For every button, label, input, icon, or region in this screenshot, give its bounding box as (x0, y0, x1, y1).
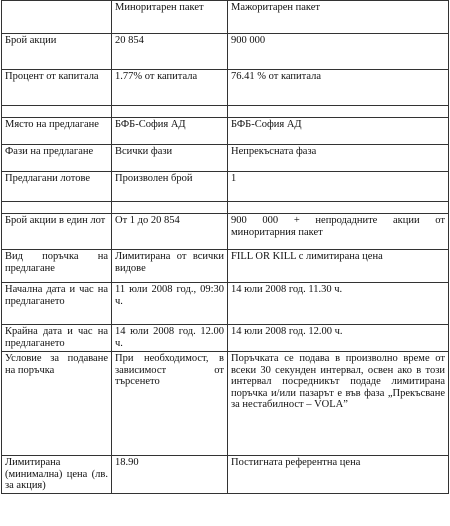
table-header-row (2, 1, 449, 34)
majority-value: 900 000 (228, 34, 449, 70)
majority-value: 14 юли 2008 год. 11.30 ч. (228, 283, 449, 325)
table-row (2, 456, 449, 494)
spacer-row (2, 106, 449, 118)
row-label: Процент от капитала (2, 70, 112, 106)
table-row (2, 34, 449, 70)
minority-value: Произволен брой (112, 172, 228, 202)
minority-value: 20 854 (112, 34, 228, 70)
minority-value: 18.90 (112, 456, 228, 494)
spacer-cell (228, 106, 449, 118)
row-label: Предлагани лотове (2, 172, 112, 202)
spacer-row (2, 202, 449, 214)
offering-table (1, 0, 449, 494)
majority-value: FILL OR KILL с лимитирана цена (228, 250, 449, 283)
spacer-cell (112, 202, 228, 214)
row-label: Фази на предлагане (2, 145, 112, 172)
minority-value: При необходимост, в зависимост от търсенето (112, 352, 228, 456)
table-row (2, 250, 449, 283)
table-row (2, 214, 449, 250)
header-cell-minority: Миноритарен пакет (112, 1, 228, 34)
majority-value: 900 000 + непродадните акции от миноритарния пакет (228, 214, 449, 250)
table-row (2, 283, 449, 325)
majority-value: 76.41 % от капитала (228, 70, 449, 106)
spacer-cell (2, 106, 112, 118)
majority-value: 14 юли 2008 год. 12.00 ч. (228, 325, 449, 352)
majority-value: Непрекъсната фаза (228, 145, 449, 172)
row-label: Вид поръчка на предлагане (2, 250, 112, 283)
minority-value: 1.77% от капитала (112, 70, 228, 106)
header-cell-empty (2, 1, 112, 34)
minority-value: Лимитирана от всички видове (112, 250, 228, 283)
table-row (2, 70, 449, 106)
spacer-cell (228, 202, 449, 214)
minority-value: 11 юли 2008 год., 09:30 ч. (112, 283, 228, 325)
spacer-cell (112, 106, 228, 118)
row-label: Брой акции (2, 34, 112, 70)
majority-value: Постигната референтна цена (228, 456, 449, 494)
row-label: Начална дата и час на предлагането (2, 283, 112, 325)
majority-value: БФБ-София АД (228, 118, 449, 145)
row-label: Лимитирана (минимална) цена (лв. за акция) (2, 456, 112, 494)
minority-value: От 1 до 20 854 (112, 214, 228, 250)
majority-value: Поръчката се подава в произволно време от всеки 30 секунден интервал, освен ако в този интервал посредникът подаде лимитирана поръчка и/или пазарът е във фаза „Прекъсване за нестабилност – VOLA” (228, 352, 449, 456)
spacer-cell (2, 202, 112, 214)
table-row (2, 325, 449, 352)
header-cell-majority: Мажоритарен пакет (228, 1, 449, 34)
minority-value: Всички фази (112, 145, 228, 172)
table-row (2, 352, 449, 456)
minority-value: БФБ-София АД (112, 118, 228, 145)
table-row (2, 172, 449, 202)
row-label: Брой акции в един лот (2, 214, 112, 250)
row-label: Условие за подаване на поръчка (2, 352, 112, 456)
row-label: Крайна дата и час на предлагането (2, 325, 112, 352)
row-label: Място на предлагане (2, 118, 112, 145)
minority-value: 14 юли 2008 год. 12.00 ч. (112, 325, 228, 352)
table-row (2, 118, 449, 145)
majority-value: 1 (228, 172, 449, 202)
table-row (2, 145, 449, 172)
